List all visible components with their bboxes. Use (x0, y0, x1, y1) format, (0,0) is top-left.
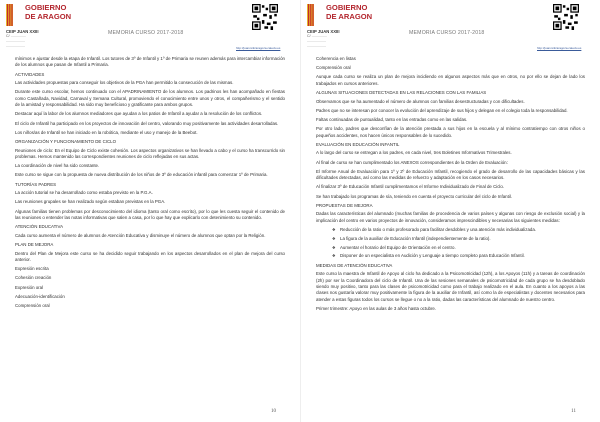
page-body (15, 56, 285, 312)
school-sub-1: C/ ............... (6, 34, 26, 38)
gobierno-aragon-logo (6, 4, 86, 30)
paragraph: Las reuniones grupales se han realizado según estaban previstas en la PGA. (15, 199, 166, 205)
aragon-shield-icon (307, 4, 323, 26)
bullet-list (340, 227, 585, 260)
paragraph: Aunque cada curso se realiza un plan de mejora incidiendo en algunos aspectos más que en otros, no por ello se dejan de lado los trabajados en cursos anteriores. (316, 74, 585, 86)
section-heading: ALGUNAS SITUACIONES DETECTADAS EN LAS RELACIONES CON LAS FAMILIAS (316, 90, 487, 96)
page-body (316, 56, 585, 315)
paragraph: Expresión escrita (15, 266, 49, 272)
paragraph: Observamos que se ha aumentado el número de alumnos con familias desestructuradas y con dificultades. (316, 98, 525, 104)
bullet-item: ❖ Disponer de un especialista en Audición y Lenguaje a tiempo completo para Educación Infantil. (340, 253, 585, 259)
paragraph: Algunas familias tienen problemas por desconocimiento del idioma (tanto oral como escrito), por lo que les cuesta seguir el contenido de las reuniones o entender las notas informativas que salen a casa, por lo que hay que explicarlo con detenimiento su contenido. (15, 208, 285, 221)
bullet-item: ❖ La figura de la auxiliar de Educación Infantil (independientemente de la ratio). (340, 236, 585, 242)
qr-code-icon (553, 4, 579, 30)
paragraph: Comprensión oral (316, 65, 351, 71)
paragraph: Comprensión oral (15, 303, 50, 309)
paragraph: La coordinación de nivel ha sido constante. (15, 163, 100, 169)
page-number: 11 (571, 409, 576, 414)
paragraph: Destacar aquí la labor de los alumnos mediadores que ayudan a los patios de Infantil a ayudar a la resolución de los conflictos. (15, 111, 263, 117)
paragraph: Faltas continuadas de puntualidad, tanto en las entradas como en las salidas. (316, 117, 468, 123)
paragraph: Se han trabajado los programas de sía, teniendo en cuenta el proyecto curricular del ciclo de Infantil. (316, 193, 512, 199)
school-sub-3: ................... (6, 44, 25, 48)
paragraph: Primer trimestre: Apoyo en las aulas de 3 años hasta octubre. (316, 306, 437, 312)
logo-text (25, 4, 71, 21)
page-number: 10 (271, 409, 276, 414)
paragraph: Por otro lado, padres que desconfían de la atención prestada a sus hijos en la escuela y al mínimo contratiempo con otros niños o pequeños accidentes, nos hacen únicos responsables de lo sucedido. (316, 126, 585, 138)
paragraph: Al final de curso se han cumplimentado los ANEXOS correspondientes de la Orden de Evaluación: (316, 159, 508, 165)
paragraph: El ciclo de Infantil ha participado en los proyectos de innovación del centro, valorando muy positivamente las actividades desarrolladas. (15, 120, 279, 126)
logo-line-1: GOBIERNO (326, 3, 368, 12)
aragon-shield-icon (6, 4, 22, 26)
paragraph: Cada curso aumenta el número de alumnos de Atención Educativa y disminuye el número de alumnos que optan por la Religión. (15, 232, 266, 238)
gobierno-aragon-logo (307, 4, 387, 30)
logo-line-2: DE ARAGON (326, 11, 373, 21)
paragraph: Al finalizar 3º de Educación Infantil cumplimentamos el Informe Individualizado de Final de Ciclo. (316, 184, 505, 190)
paragraph: Coherencia en listas (316, 56, 356, 61)
section-heading: ORGANIZACIÓN Y FUNCIONAMIENTO DE CICLO (15, 139, 116, 145)
page-header (301, 0, 600, 58)
school-sub-3: ................... (307, 44, 326, 48)
logo-line-1: GOBIERNO (25, 3, 67, 12)
school-url-link[interactable]: http://juanxxiiizaragoza.catedu.es (537, 46, 582, 50)
paragraph: A lo largo del curso se entregan a los padres, en cada nivel, tres Boletines Informativos Trimestrales. (316, 150, 512, 156)
paragraph: Cohesión creación (15, 275, 52, 281)
paragraph: Adecuación-identificación (15, 293, 65, 299)
school-info (6, 29, 39, 49)
right-page (300, 0, 600, 422)
paragraph: Las actividades propuestas para conseguir los objetivos de la PGA han permitido la consecución de las mismas. (15, 80, 234, 86)
paragraph: Reuniones de ciclo: En el Equipo de Ciclo existe cohesión. Los aspectos organizativos se han llevado a cabo y el curso ha transcurrido sin problemas. Hemos mantenido las correspondientes reuniones de ciclo reflejadas en sus actas. (15, 147, 285, 160)
section-heading: PLAN DE MEJORA (15, 242, 54, 248)
paragraph: Dadas las características del alumnado (muchas familias de procedencia de varios países y algunas con riesgo de exclusión social) y la implicación del centro en varios proyectos de innovación, consideramos imprescindibles y necesarias las siguientes medidas: (316, 211, 585, 223)
paragraph: La acción tutorial se ha desarrollado como estaba previsto en la P.G.A. (15, 190, 153, 196)
section-heading: EVALUACIÓN EN EDUCACIÓN INFANTIL (316, 141, 400, 147)
school-sub-2: ................... (6, 39, 25, 43)
section-heading: ACTIVIDADES (15, 71, 45, 77)
logo-text (326, 4, 372, 21)
paragraph: Dentro del Plan de Mejora este curso se ha decidido seguir trabajando en los aspectos desarrollados en el plan de mejora del curso anterior. (15, 250, 285, 263)
school-sub-2: ................... (307, 39, 326, 43)
paragraph: Expresión oral (15, 284, 44, 290)
paragraph: mínimos e ajustar desde la etapa de Infantil. Los tutores de 3º de Infantil y 1º de Primaria se reunen además para intercambiar información de los alumnos que pasan de Infantil a Primaria. (15, 56, 285, 68)
paragraph: Durante este curso escolar, hemos continuado con el APADRINAMIENTO de los alumnos. Los padrinos les han acompañado en fiestas como Castañada, Navidad, Carnaval y Semana Cultural, promoviendo el conocimiento entre unos y otros, el compañerismo y el sentido de la amistad y responsabilidad. Ha sido muy beneficioso y gratificante para ambos grupos. (15, 89, 285, 108)
section-heading: PROPUESTAS DE MEJORA (316, 202, 373, 208)
bullet-item: ❖ Aumentar el horario del Equipo de Orientación en el centro. (340, 245, 585, 251)
school-info (307, 29, 340, 49)
section-heading: TUTORÍAS PADRES (15, 181, 57, 187)
qr-code-icon (252, 4, 278, 30)
paragraph: Este curso la maestra de Infantil de Apoyo al ciclo ha dedicado a la Psicomotricidad (12h), a los Apoyos (11h) y a tareas de coordinación (2h) por ser la Coordinadora del ciclo de Infantil. Una de las sesiones semanales de psicomotricidad de cada grupo se ha desdoblado siendo muy positivo, tanto para las clases de psicomotricidad como para el trabajo realizado en el aula. En cuanto a los apoyos a las clases nos gustaría valorar muy positivamente la figura de la auxiliar de Infantil, así como la de especialistas y docentes necesarios para atender a estas figuras todos los cursos se llegue o no a la ratio, dadas las características del alumnado de nuestro centro. (316, 271, 585, 302)
school-name: CEIP JUAN XXIII (307, 29, 340, 34)
paragraph: Los niños/as de Infantil se han iniciado en la robótica, mediante el uso y manejo de la Beebot. (15, 129, 198, 135)
section-heading: ATENCIÓN EDUCATIVA (15, 224, 64, 230)
school-name: CEIP JUAN XXIII (6, 29, 39, 34)
paragraph: Este curso se sigue con la propuesta de nueva distribución de los niños de 3º de educación infantil para comenzar 1º de Primaria. (15, 172, 268, 178)
bullet-item: ❖ Reducción de la ratio o más profesorado para facilitar desdobles y una atención más individualizada. (340, 227, 585, 233)
school-url-link[interactable]: http://juanxxiiizaragoza.catedu.es (236, 46, 281, 50)
paragraph: El Informe Anual de Evaluación para 1º y 2º de Educación Infantil, recogiendo el grado de desarrollo de las capacidades básicas y las dificultades detectadas, así como las medidas de refuerzo y adaptación en los casos necesarios. (316, 168, 585, 181)
memoria-title: MEMORIA CURSO 2017-2018 (409, 30, 485, 36)
page-header (0, 0, 300, 58)
logo-line-2: DE ARAGON (25, 11, 72, 21)
section-heading: MEDIDAS DE ATENCIÓN EDUCATIVA (316, 262, 393, 268)
school-sub-1: C/ ............... (307, 34, 327, 38)
paragraph: Padres que no se interesan por conocer la evolución del aprendizaje de sus hijos y delegan en el colegio toda la responsabilidad. (316, 107, 568, 113)
memoria-title: MEMORIA CURSO 2017-2018 (108, 30, 184, 36)
